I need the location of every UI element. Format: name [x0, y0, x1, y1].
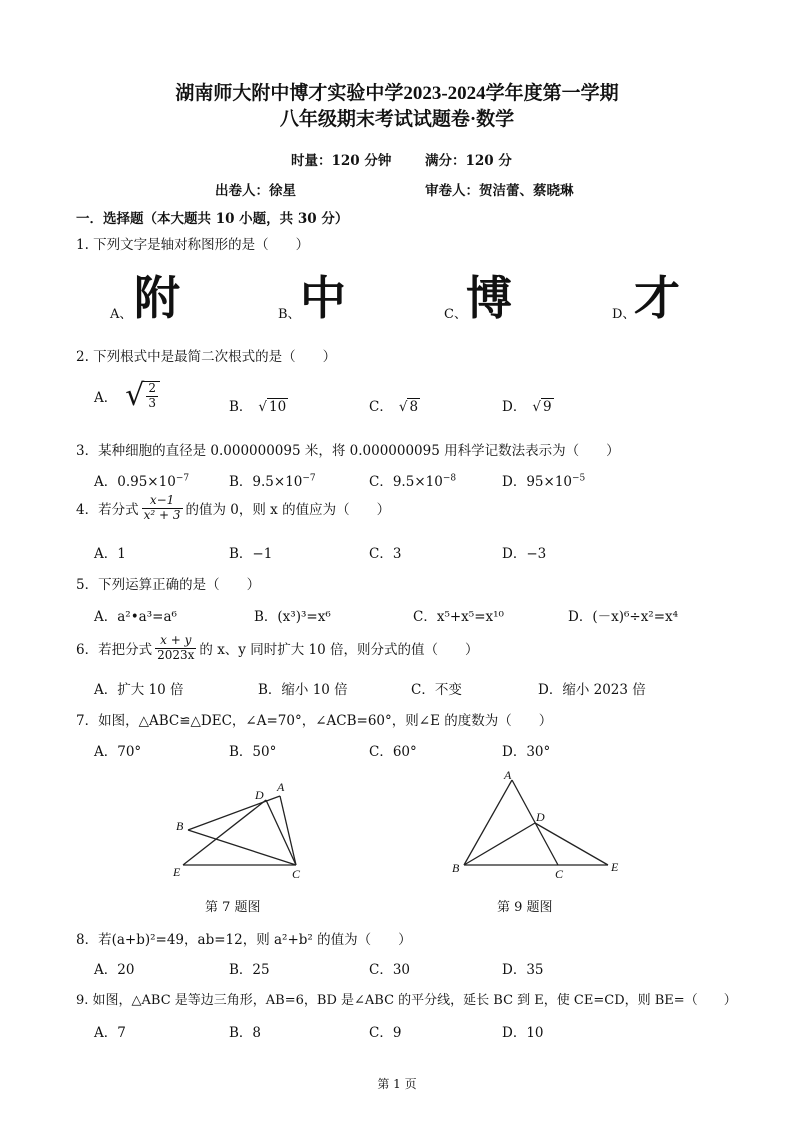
fig9-label-e: E [611, 860, 619, 874]
question-7-stem: 7．如图，△ABC≌△DEC，∠A=70°，∠ACB=60°，则∠E 的度数为（ ） [76, 713, 553, 729]
q3-option-b [229, 470, 316, 490]
q2-option-c [369, 395, 420, 415]
q5-option-d: D．(－x)⁶÷x²=x⁴ [568, 609, 679, 625]
q7-option-d: D．30° [502, 744, 551, 760]
q9-option-a: A．7 [94, 1025, 126, 1041]
q5-option-a: A．a²•a³=a⁶ [94, 609, 177, 625]
q4-fraction [142, 494, 183, 523]
q7-option-a: A．70° [94, 744, 142, 760]
q3-option-b-exp: −7 [302, 473, 316, 484]
q4-option-b: B．−1 [229, 546, 273, 562]
q6-denominator: 2023x [157, 647, 195, 662]
q2-option-d [502, 395, 554, 415]
q6-numerator: x + y [155, 634, 196, 649]
q6-prefix: 6．若把分式 [76, 642, 153, 659]
q2-b-radicand: 10 [269, 399, 287, 415]
q6-option-a: A．扩大 10 倍 [94, 682, 184, 698]
q2-a-fraction [144, 381, 160, 411]
q3-option-b-base: 9.5×10 [252, 474, 303, 490]
q6-suffix: 的 x、y 同时扩大 10 倍，则分式的值（ ） [199, 642, 479, 659]
q2-option-b [229, 395, 288, 415]
q1-option-a-char: 附 [134, 271, 180, 325]
q8-option-b: B．25 [229, 962, 270, 978]
q1-option-b-label: B、 [278, 307, 301, 322]
q3-option-c-exp: −8 [442, 473, 457, 484]
q5-option-b: B．(x³)³=x⁶ [254, 609, 331, 625]
q9-option-d: D．10 [502, 1025, 544, 1041]
q7-option-c: C．60° [369, 744, 417, 760]
fig7-label-c: C [292, 867, 301, 881]
question-3-stem: 3．某种细胞的直径是 0.000000095 米，将 0.000000095 用科学记数法表示为（ ） [76, 443, 620, 459]
radical-sign-icon: √ [532, 399, 541, 415]
q4-option-a: A．1 [94, 546, 126, 562]
page-number: 第 1 页 [377, 1077, 417, 1091]
fig7-segment-bc [188, 830, 296, 865]
exam-score: 满分：120 分 [425, 153, 512, 169]
q3-option-d-exp: −5 [572, 473, 586, 484]
section-heading: 一．选择题（本大题共 10 小题，共 30 分） [76, 211, 349, 227]
q8-option-c: C．30 [369, 962, 411, 978]
fig9-segment-bd [464, 823, 535, 865]
q1-option-b-char: 中 [300, 271, 346, 325]
fig9-label-a: A [504, 768, 512, 782]
q4-denominator: x² + 3 [143, 507, 181, 522]
figure-7-caption: 第 7 题图 [205, 900, 261, 915]
q1-option-c-label: C、 [444, 307, 467, 322]
q1-option-c-char: 博 [466, 271, 512, 325]
fig7-label-b: B [176, 819, 184, 833]
q3-option-c-label: C． [369, 474, 393, 490]
q3-option-d-label: D． [502, 474, 527, 490]
fig9-label-b: B [452, 861, 460, 875]
q3-option-c-base: 9.5×10 [392, 474, 443, 490]
q3-option-c [369, 470, 456, 490]
radical-sign-icon: √ [258, 399, 268, 415]
figure-7-diagram [165, 778, 315, 883]
radical-sign-icon: √ [398, 399, 408, 415]
question-8-stem: 8．若(a+b)²=49，ab=12，则 a²+b² 的值为（ ） [76, 932, 412, 948]
q1-option-d-char: 才 [634, 271, 680, 325]
q3-option-b-label: B． [229, 474, 253, 490]
question-1-stem: 1. 下列文字是轴对称图形的是（ ） [76, 237, 310, 253]
exam-author: 出卷人：徐星 [215, 183, 296, 199]
question-4-stem [76, 494, 390, 523]
q3-option-d [502, 470, 585, 490]
fig9-segment-ab [464, 780, 512, 865]
q6-option-b: B．缩小 10 倍 [258, 682, 348, 698]
q2-option-c-label: C． [369, 399, 393, 415]
q4-numerator: x−1 [142, 494, 183, 509]
question-6-stem [76, 634, 479, 663]
q2-d-radicand: 9 [542, 399, 552, 415]
q4-option-c: C．3 [369, 546, 402, 562]
q4-suffix: 的值为 0，则 x 的值应为（ ） [185, 502, 391, 519]
figure-9-caption: 第 9 题图 [497, 900, 553, 915]
q7-option-b: B．50° [229, 744, 277, 760]
q8-option-a: A．20 [94, 962, 135, 978]
q6-option-c: C．不变 [411, 682, 462, 698]
q2-option-a-label: A． [94, 390, 118, 406]
fig7-label-a: A [277, 780, 285, 794]
fig9-segment-ac [512, 780, 558, 865]
q2-a-numerator: 2 [148, 381, 157, 396]
question-9-stem: 9. 如图，△ABC 是等边三角形，AB=6，BD 是∠ABC 的平分线，延长 BC 到 E，使 CE=CD，则 BE=（ ） [76, 993, 737, 1008]
exam-title-line2: 八年级期末考试试题卷·数学 [279, 109, 515, 130]
q1-option-a-label: A、 [110, 307, 133, 322]
fig7-label-d: D [255, 788, 264, 802]
q9-option-c: C．9 [369, 1025, 402, 1041]
fig9-label-d: D [536, 810, 545, 824]
q9-option-b: B．8 [229, 1025, 262, 1041]
fig7-label-e: E [173, 865, 181, 879]
q2-a-denominator: 3 [148, 396, 157, 410]
fig7-segment-dc [266, 800, 296, 865]
exam-title-line1: 湖南师大附中博才实验中学2023-2024学年度第一学期 [175, 83, 619, 104]
q2-option-b-label: B． [229, 399, 253, 415]
q2-option-a [94, 378, 160, 413]
question-2-stem: 2. 下列根式中是最简二次根式的是（ ） [76, 349, 337, 365]
q3-option-a-exp: −7 [175, 473, 190, 484]
q6-option-d: D．缩小 2023 倍 [538, 682, 646, 698]
q5-option-c: C．x⁵+x⁵=x¹⁰ [413, 609, 504, 625]
exam-time: 时量：120 分钟 [291, 153, 392, 169]
q2-option-d-label: D． [502, 399, 527, 415]
q3-option-a [94, 470, 189, 490]
q1-option-d-label: D、 [612, 307, 636, 322]
radical-sign-icon: √ [125, 378, 145, 413]
q3-option-a-label: A． [94, 474, 118, 490]
question-5-stem: 5．下列运算正确的是（ ） [76, 577, 261, 593]
q3-option-a-base: 0.95×10 [117, 474, 176, 490]
q4-prefix: 4．若分式 [76, 502, 139, 519]
q6-fraction [155, 634, 196, 663]
fig9-label-c: C [555, 867, 564, 881]
figure-9-diagram [445, 768, 625, 883]
exam-reviewer: 审卷人：贺洁蕾、蔡晓琳 [425, 183, 574, 199]
q4-option-d: D．−3 [502, 546, 547, 562]
q3-option-d-base: 95×10 [526, 474, 572, 490]
q8-option-d: D．35 [502, 962, 544, 978]
fig7-segment-ac [280, 796, 296, 865]
q2-c-radicand: 8 [409, 399, 419, 415]
